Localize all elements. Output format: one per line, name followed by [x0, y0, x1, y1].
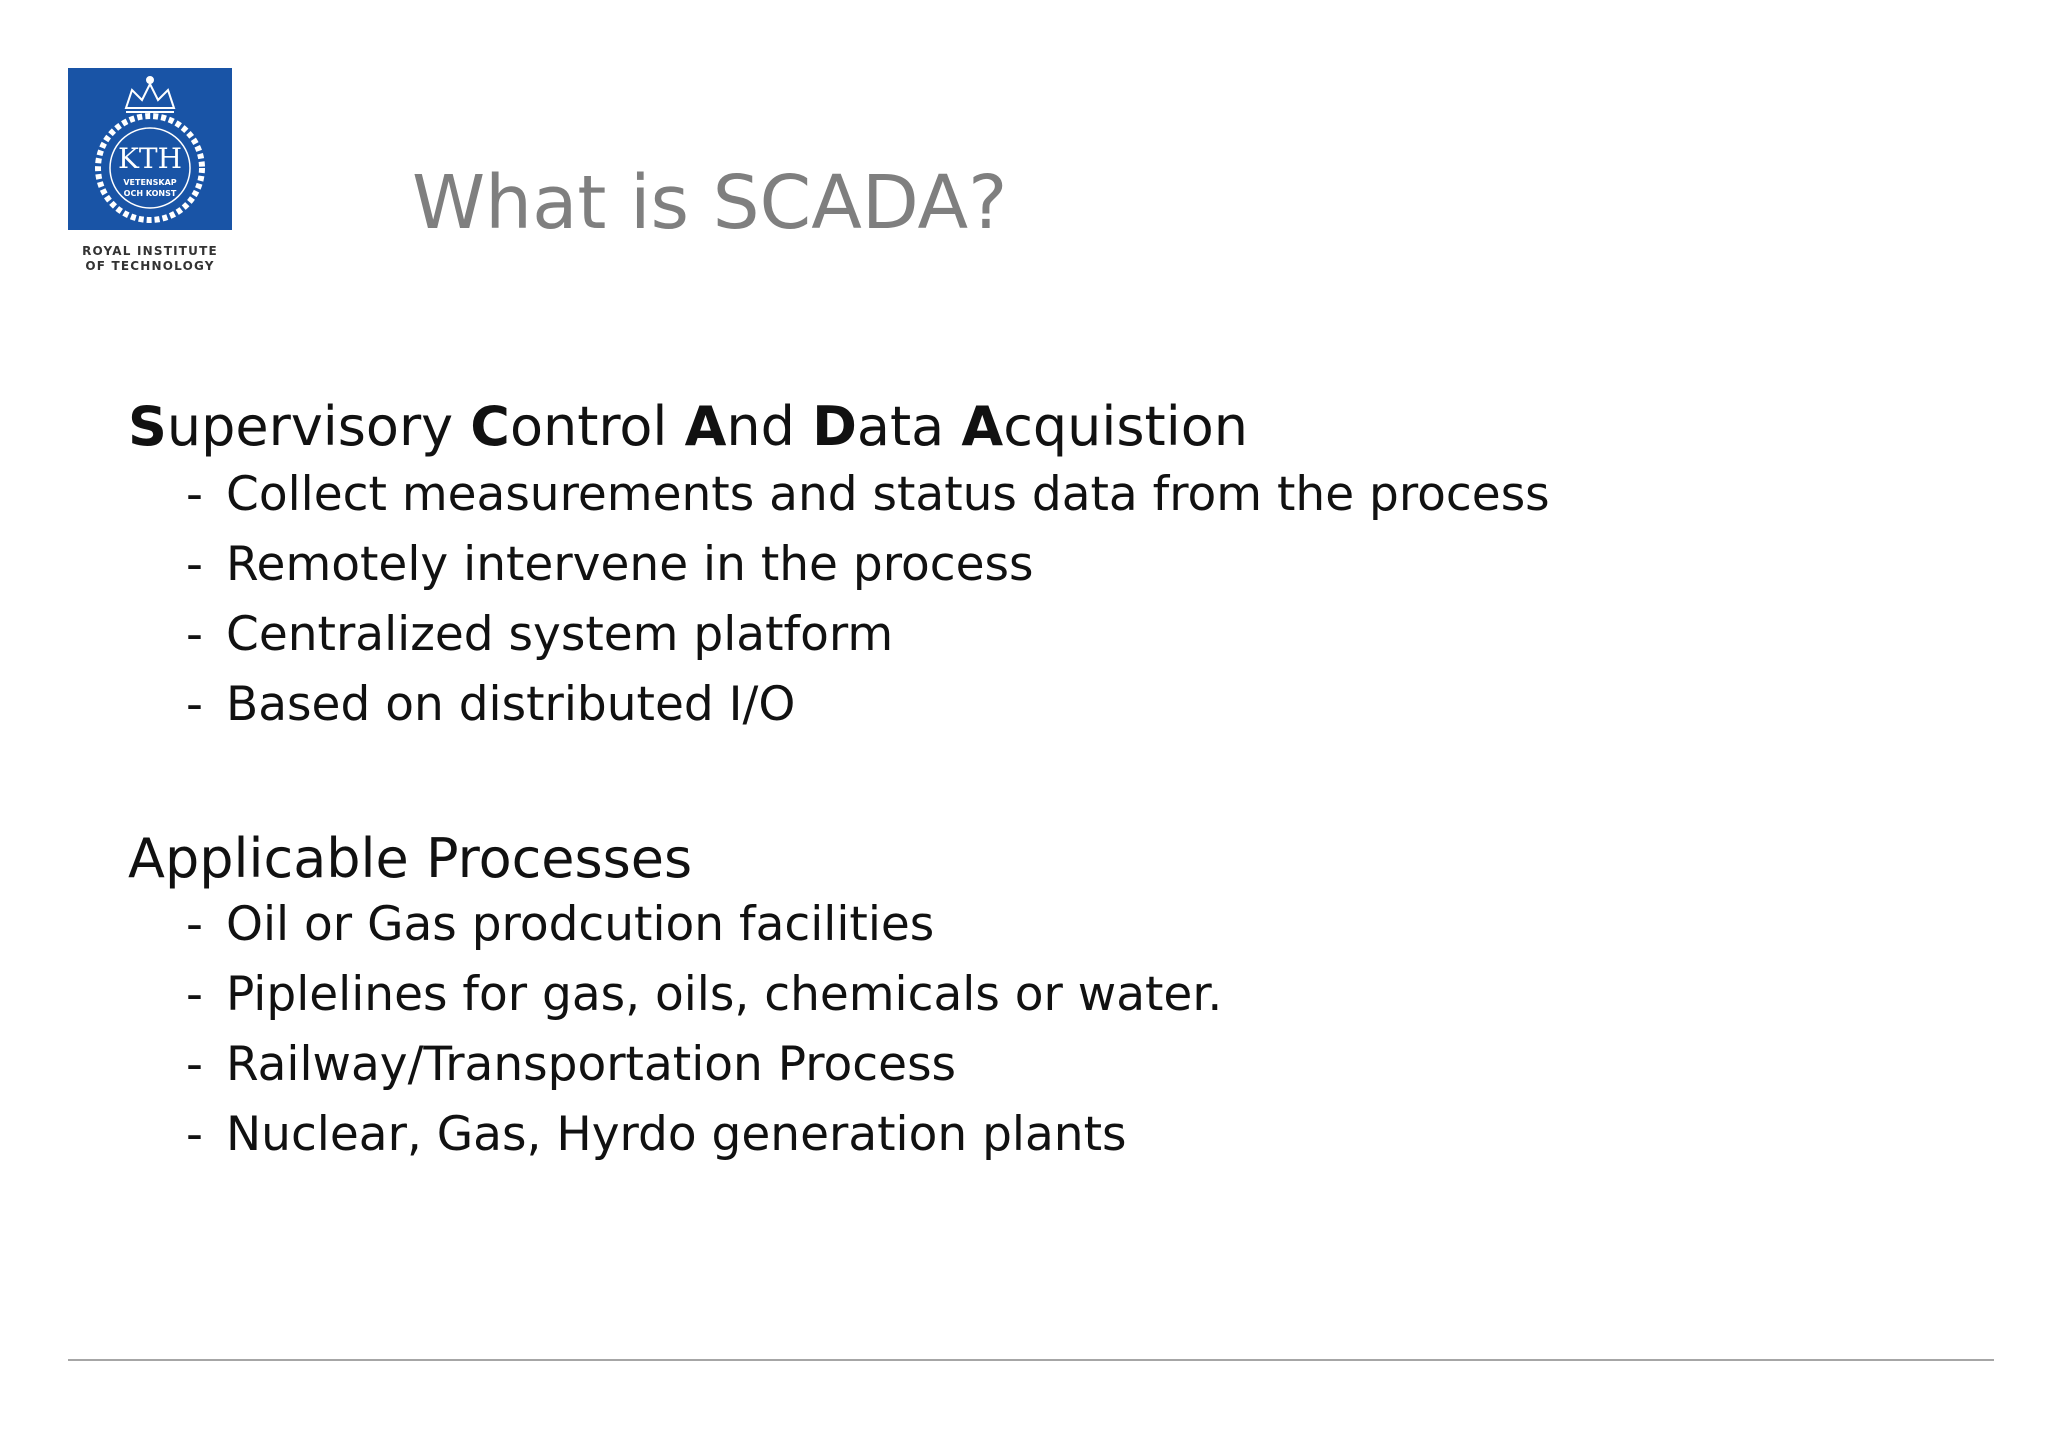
acronym-word-rest: ontrol: [509, 395, 685, 458]
scada-bullet-list: [186, 460, 1550, 740]
list-item: [186, 890, 1222, 960]
list-item: [186, 600, 1550, 670]
logo-text: KTH: [117, 142, 183, 175]
acronym-letter-a: A: [684, 395, 727, 458]
acronym-word-rest: upervisory: [166, 395, 471, 458]
list-item: [186, 960, 1222, 1030]
kth-logo: [68, 68, 232, 274]
acronym-letter-c: C: [470, 395, 510, 458]
logo-motto-line1: VETENSKAP: [123, 178, 177, 187]
list-item: [186, 530, 1550, 600]
bullet-dash: -: [186, 537, 203, 592]
bullet-text: Oil or Gas prodcution facilities: [226, 897, 935, 952]
list-item: [186, 460, 1550, 530]
bullet-dash: -: [186, 967, 203, 1022]
list-item: [186, 670, 1550, 740]
bullet-dash: -: [186, 677, 203, 732]
bullet-text: Centralized system platform: [226, 607, 894, 662]
bullet-dash: -: [186, 467, 203, 522]
logo-caption-line2: OF TECHNOLOGY: [85, 259, 215, 273]
bullet-text: Piplelines for gas, oils, chemicals or water.: [226, 967, 1223, 1022]
bullet-dash: -: [186, 897, 203, 952]
bullet-text: Railway/Transportation Process: [226, 1037, 957, 1092]
bullet-text: Collect measurements and status data from the process: [226, 467, 1550, 522]
acronym-letter-a2: A: [961, 395, 1004, 458]
bullet-dash: -: [186, 1037, 203, 1092]
logo-caption: [68, 244, 232, 274]
acronym-letter-s: S: [128, 395, 167, 458]
acronym-letter-d: D: [812, 395, 857, 458]
bullet-text: Remotely intervene in the process: [226, 537, 1034, 592]
slide-title: What is SCADA?: [412, 160, 1008, 246]
kth-emblem: [68, 68, 232, 230]
footer-divider: [68, 1359, 1994, 1361]
acronym-word-rest: nd: [726, 395, 813, 458]
bullet-text: Based on distributed I/O: [226, 677, 796, 732]
bullet-dash: -: [186, 1107, 203, 1162]
logo-caption-line1: ROYAL INSTITUTE: [82, 244, 218, 258]
processes-bullet-list: [186, 890, 1222, 1170]
section-heading-processes: Applicable Processes: [128, 827, 693, 890]
acronym-word-rest: ata: [856, 395, 962, 458]
list-item: [186, 1030, 1222, 1100]
bullet-dash: -: [186, 607, 203, 662]
section-heading-scada: [128, 394, 1248, 460]
bullet-text: Nuclear, Gas, Hyrdo generation plants: [226, 1107, 1127, 1162]
list-item: [186, 1100, 1222, 1170]
acronym-word-rest: cquistion: [1003, 395, 1248, 458]
logo-motto-line2: OCH KONST: [123, 189, 177, 198]
